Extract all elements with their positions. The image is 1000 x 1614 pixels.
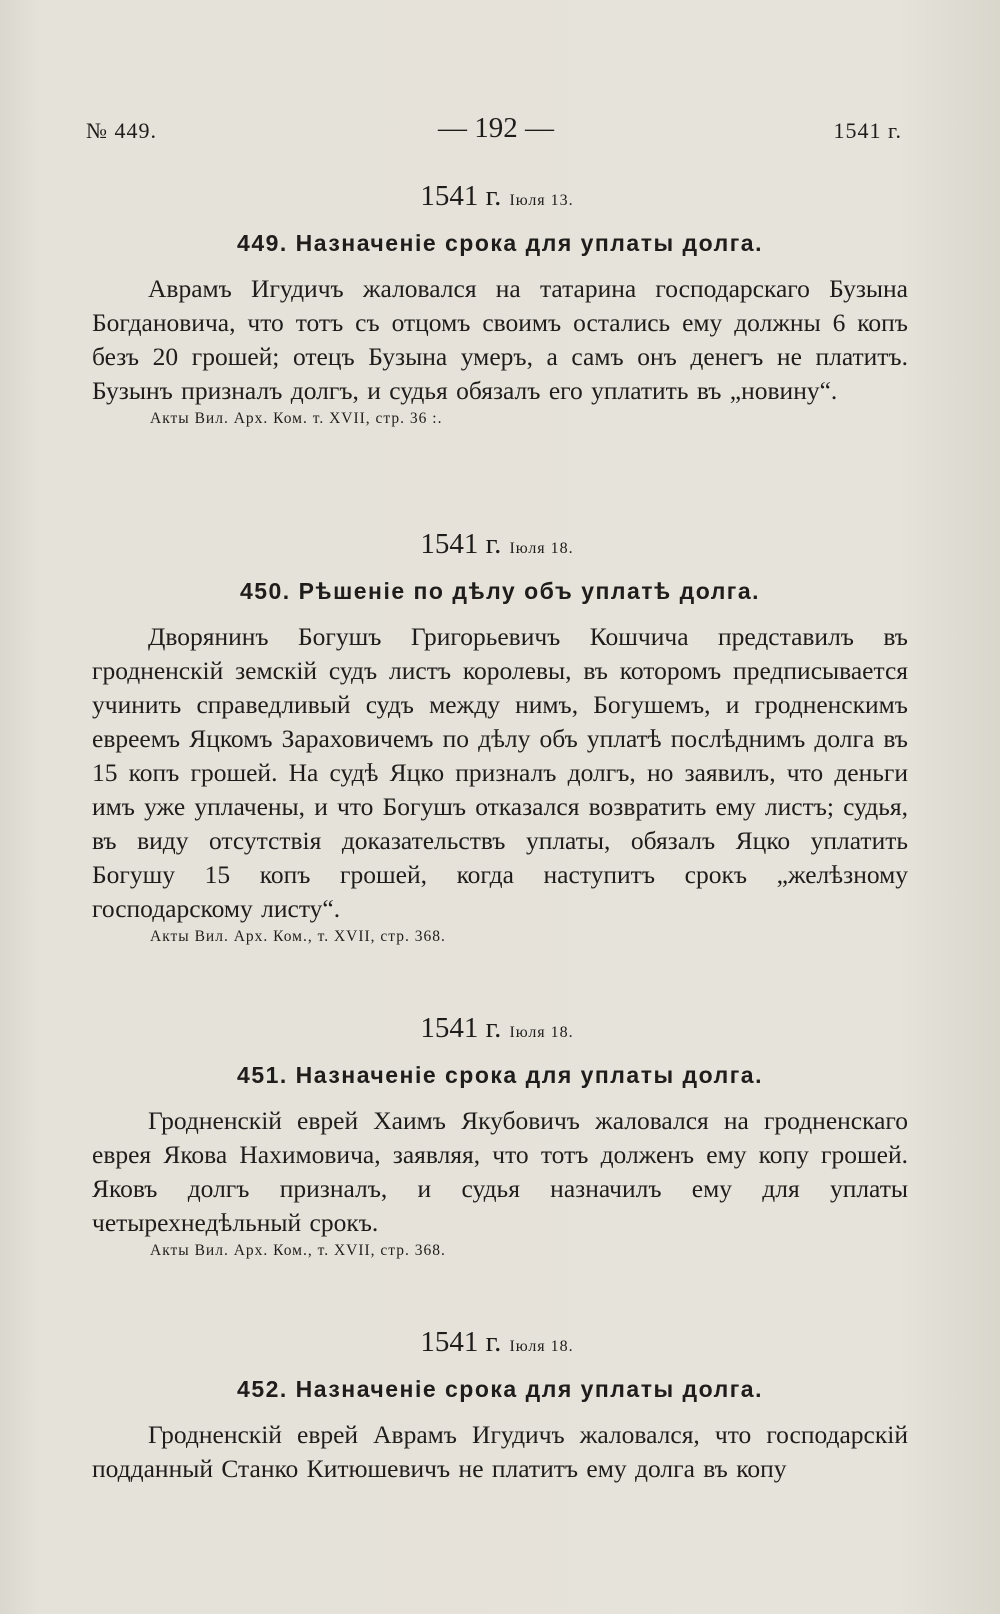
entry-text: Гродненскій еврей Аврамъ Игудичъ жаловался, что господарскій подданный Станко Китюшевичъ не платитъ ему долга въ копу: [92, 1420, 908, 1483]
entry-source: Акты Вил. Арх. Ком. т. XVII, стр. 36 :.: [150, 410, 443, 427]
page-number: — 192 —: [438, 112, 554, 144]
entry-date: Іюля 18.: [509, 1338, 574, 1355]
entry-450: [92, 528, 908, 946]
entry-text: Гродненскій еврей Хаимъ Якубовичъ жаловался на гродненскаго еврея Якова Нахимовича, заявляя, что тотъ долженъ ему копу грошей. Яковъ долгъ призналъ, и судья назначилъ ему для уплаты четырехнедѣльный срокъ.: [92, 1106, 908, 1237]
running-header: [86, 114, 906, 148]
entry-451: [92, 1012, 908, 1260]
entry-heading: 449. Назначеніе срока для уплаты долга.: [237, 230, 763, 256]
entry-449: [92, 180, 908, 428]
entry-date: Іюля 13.: [509, 192, 574, 209]
entry-source: Акты Вил. Арх. Ком., т. XVII, стр. 368.: [150, 1242, 446, 1259]
entry-date-line: [86, 528, 908, 564]
entry-text: Аврамъ Игудичъ жаловался на татарина господарскаго Бузына Богдановича, что тотъ съ отцомъ своимъ остались ему должны 6 копъ безъ 20 грошей; отецъ Бузына умеръ, а самъ онъ денегъ не платитъ. Бузынъ призналъ долгъ, и судья обязалъ его уплатить въ „новину“.: [92, 274, 908, 405]
document-number: № 449.: [86, 118, 157, 143]
entry-year: 1541 г.: [420, 528, 502, 560]
entry-date-line: [86, 1012, 908, 1048]
entry-year: 1541 г.: [420, 1012, 502, 1044]
entry-date-line: [86, 180, 908, 216]
entry-date: Іюля 18.: [509, 1024, 574, 1041]
entry-year: 1541 г.: [420, 1326, 502, 1358]
entry-date: Іюля 18.: [509, 540, 574, 557]
entry-year: 1541 г.: [420, 180, 502, 212]
entry-date-line: [86, 1326, 908, 1362]
entry-452: [92, 1326, 908, 1486]
entry-heading: 450. Рѣшеніе по дѣлу объ уплатѣ долга.: [239, 578, 761, 604]
entry-heading: 451. Назначеніе срока для уплаты долга.: [237, 1062, 763, 1088]
entry-heading: 452. Назначеніе срока для уплаты долга.: [237, 1376, 763, 1402]
entry-source: Акты Вил. Арх. Ком., т. XVII, стр. 368.: [150, 928, 446, 945]
header-year: 1541 г.: [833, 118, 902, 143]
entry-text: Дворянинъ Богушъ Григорьевичъ Кошчича представилъ въ гродненскій земскій судъ листъ королевы, въ которомъ предписывается учинить справедливый судъ между нимъ, Богушемъ, и гродненскимъ евреемъ Яцкомъ Зараховичемъ по дѣлу объ уплатѣ послѣднимъ долга въ 15 копъ грошей. На судѣ Яцко призналъ долгъ, но заявилъ, что деньги имъ уже уплачены, и что Богушъ отказался возвратить ему листъ; судья, въ виду отсутствія доказательствъ уплаты, обязалъ Яцко уплатить Богушу 15 копъ грошей, когда наступитъ срокъ „желѣзному господарскому листу“.: [92, 622, 908, 923]
